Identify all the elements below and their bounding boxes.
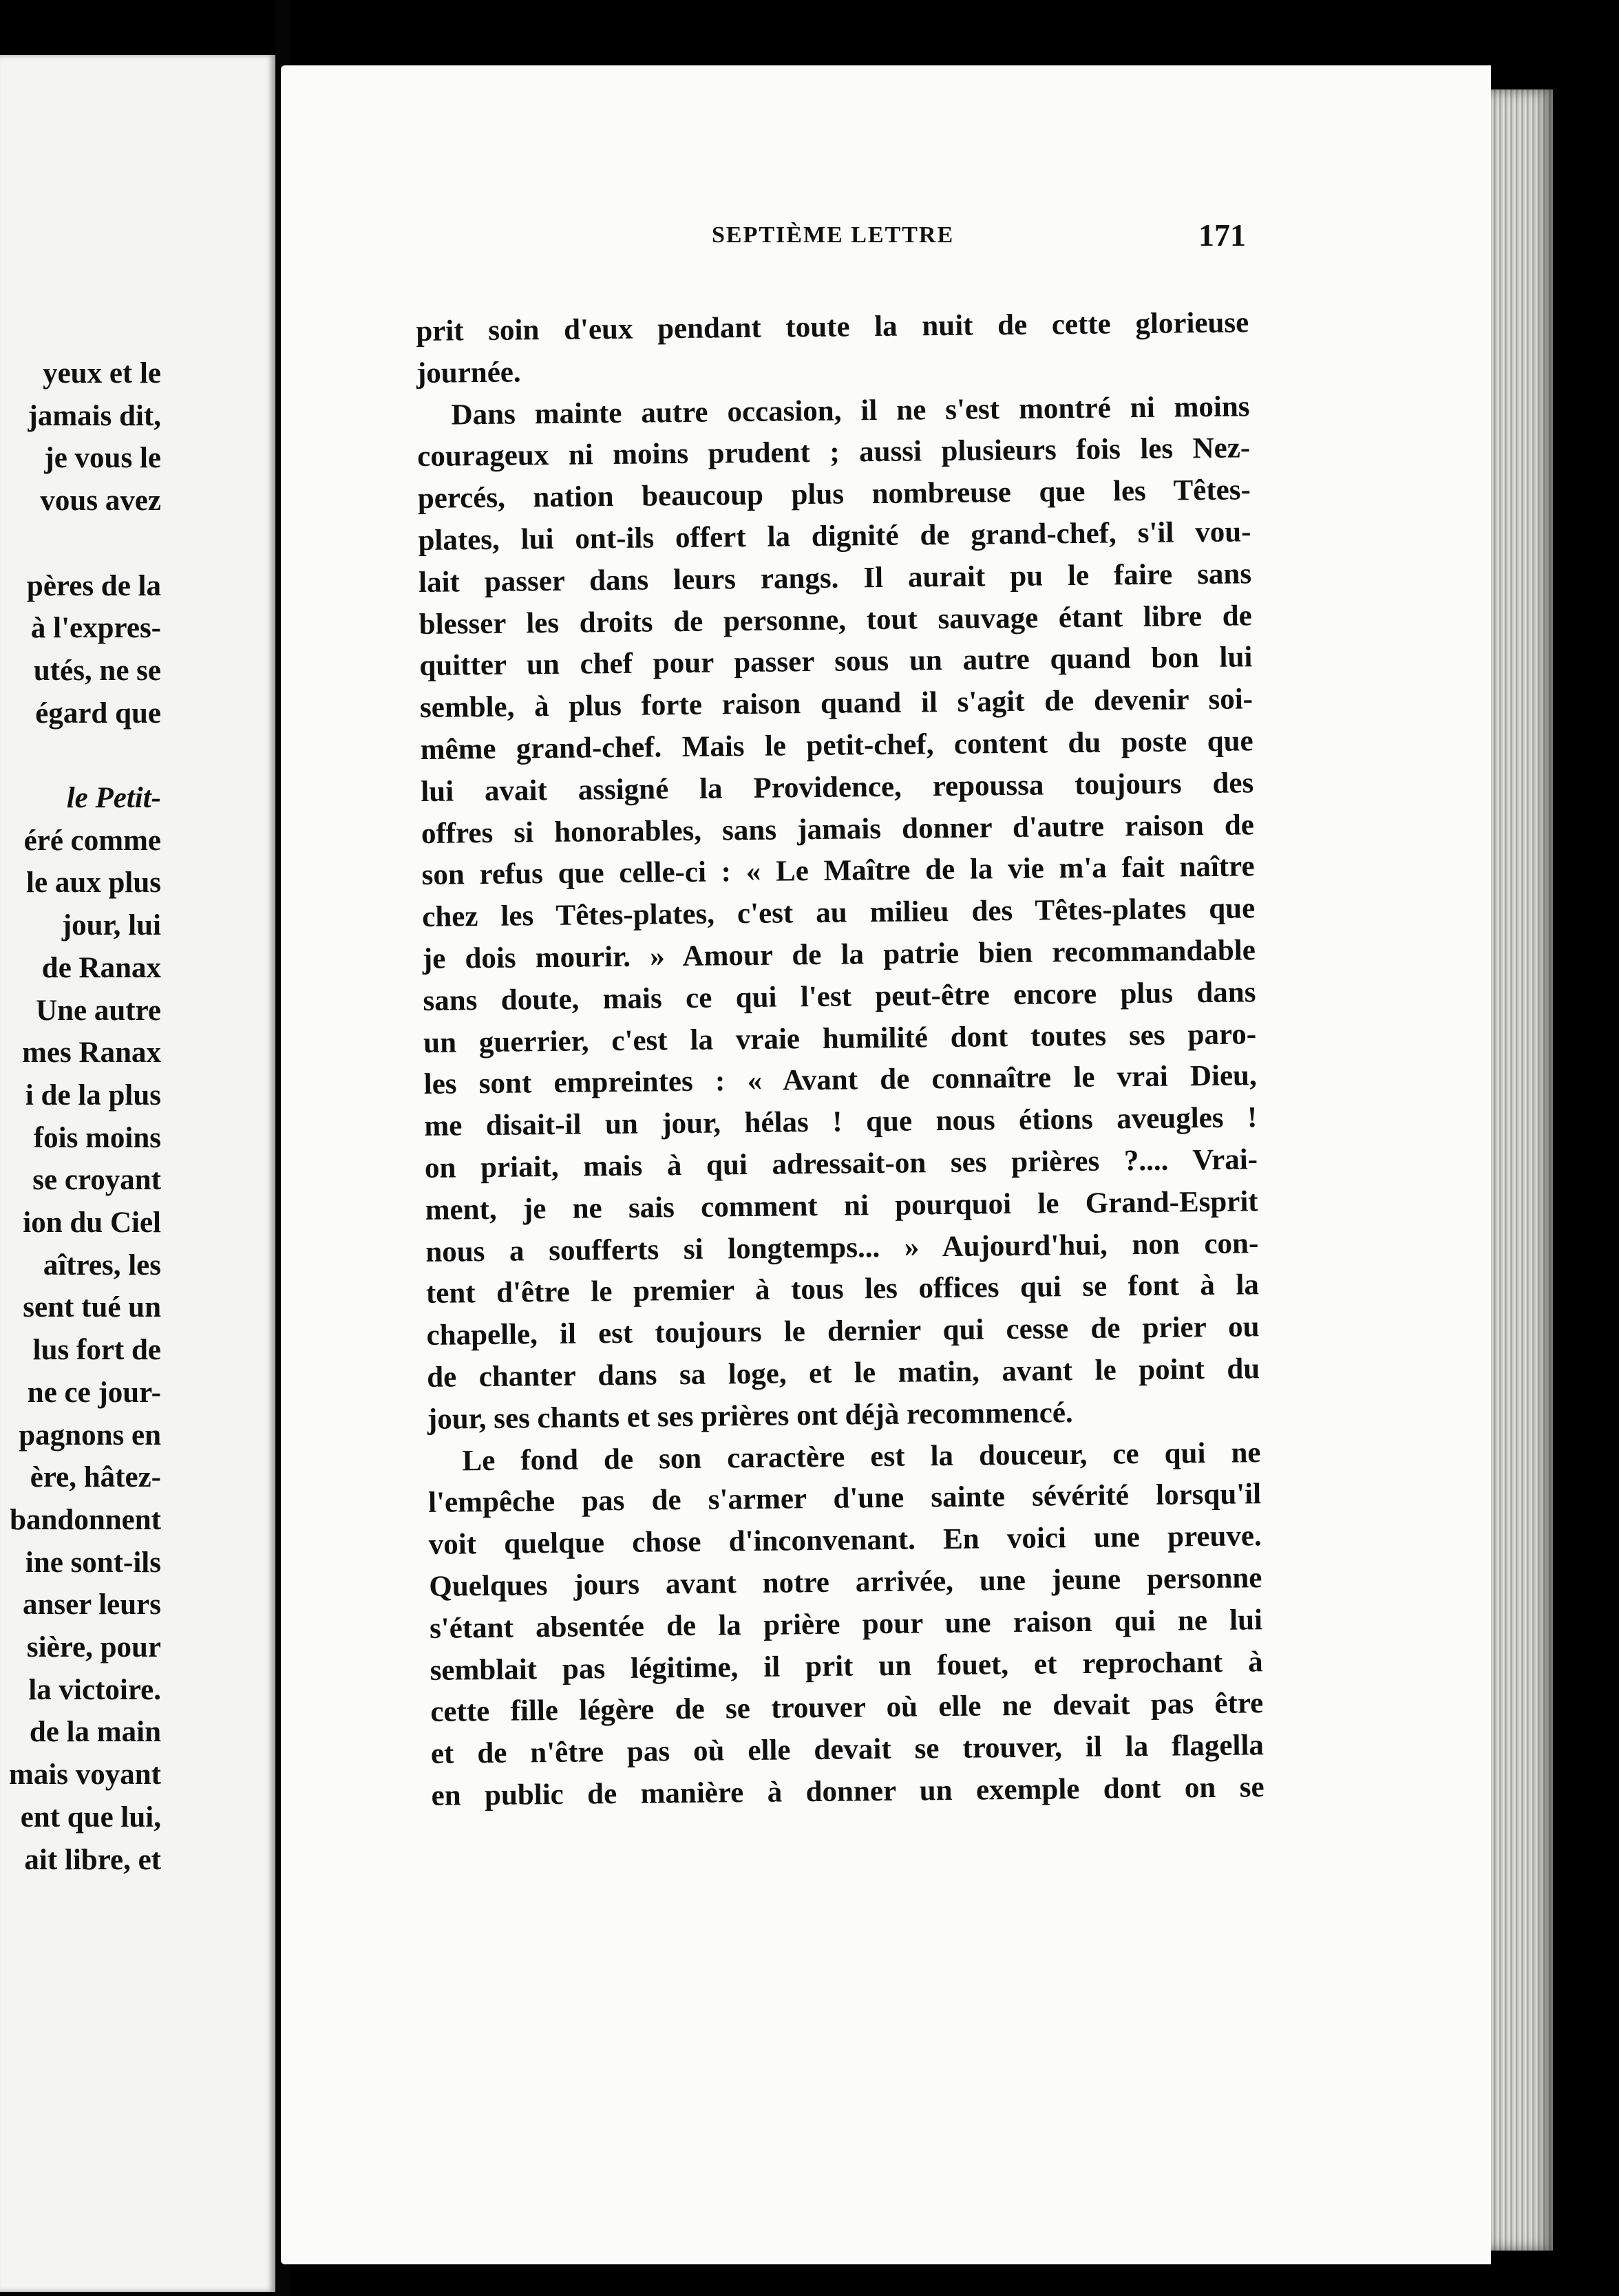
- left-line: jamais dit,: [28, 399, 161, 432]
- left-line: le aux plus: [26, 867, 161, 900]
- text-line: prit soin d'eux pendant toute la nuit de cette glorieuse: [416, 306, 1249, 348]
- left-line: jour, lui: [61, 909, 161, 942]
- left-line: ère, hâtez-: [30, 1461, 161, 1494]
- text-line: percés, nation beaucoup plus nombreuse que les Têtes-: [417, 474, 1251, 515]
- text-line: nous a soufferts si longtemps... » Aujourd'hui, non con-: [425, 1226, 1259, 1268]
- running-title: SEPTIÈME LETTRE: [712, 222, 955, 248]
- left-line: de la main: [29, 1716, 161, 1749]
- text-line: Quelques jours avant notre arrivée, une jeune personne: [429, 1562, 1262, 1603]
- page-edges: [1491, 89, 1553, 2251]
- text-line: s'étant absentée de la prière pour une raison qui ne lui: [429, 1603, 1263, 1645]
- left-line: je vous le: [44, 442, 161, 475]
- left-line: ion du Ciel: [23, 1207, 161, 1240]
- text-line: voit quelque chose d'inconvenant. En voici une preuve.: [428, 1520, 1262, 1562]
- text-line: on priait, mais à qui adressait-on ses prières ?.... Vrai-: [424, 1143, 1258, 1184]
- left-line: utés, ne se: [33, 654, 161, 687]
- text-line: les sont empreintes : « Avant de connaître le vrai Dieu,: [423, 1059, 1257, 1101]
- left-line: ne ce jour-: [27, 1376, 161, 1409]
- left-line: yeux et le: [43, 357, 161, 390]
- text-line: je dois mourir. » Amour de la patrie bien recommandable: [422, 934, 1256, 975]
- left-line: sent tué un: [23, 1291, 161, 1324]
- left-line: lus fort de: [32, 1334, 161, 1367]
- text-line: me disait-il un jour, hélas ! que nous étions aveugles !: [424, 1101, 1258, 1143]
- text-line: un guerrier, c'est la vraie humilité dont toutes ses paro-: [423, 1017, 1257, 1059]
- left-line: la victoire.: [28, 1673, 161, 1706]
- text-line: journée.: [416, 356, 521, 390]
- left-line: ait libre, et: [24, 1843, 161, 1876]
- text-line: chez les Têtes-plates, c'est au milieu des Têtes-plates que: [421, 892, 1256, 934]
- text-line: courageux ni moins prudent ; aussi plusieurs fois les Nez-: [416, 432, 1251, 474]
- text-line: ment, je ne sais comment ni pourquoi le Grand-Esprit: [425, 1184, 1258, 1226]
- text-line: même grand-chef. Mais le petit-chef, content du poste que: [420, 725, 1253, 766]
- text-line: en public de manière à donner un exemple dont on se: [431, 1771, 1264, 1812]
- text-line: tent d'être le premier à tous les offices qui se font à la: [425, 1268, 1260, 1310]
- left-line: pagnons en: [19, 1418, 161, 1452]
- left-line: éré comme: [23, 824, 161, 857]
- body-text: [416, 302, 1264, 1817]
- left-line: bandonnent: [10, 1503, 161, 1536]
- left-line: pères de la: [26, 569, 161, 602]
- left-line: mais voyant: [9, 1758, 161, 1792]
- page-number: 171: [1198, 217, 1246, 253]
- left-page-text: [0, 352, 161, 1881]
- text-line: offres si honorables, sans jamais donner d'autre raison de: [421, 808, 1255, 850]
- left-line: ent que lui,: [20, 1800, 161, 1833]
- left-page: [0, 55, 275, 2292]
- left-line: fois moins: [33, 1121, 161, 1154]
- text-line: Le fond de son caractère est la douceur, ce qui ne: [462, 1436, 1261, 1477]
- left-line: égard que: [35, 697, 161, 730]
- text-line: plates, lui ont-ils offert la dignité de grand-chef, s'il vou-: [418, 515, 1251, 557]
- text-line: semblait pas légitime, il prit un fouet, et reprochant à: [430, 1645, 1263, 1687]
- text-line: son refus que celle-ci : « Le Maître de la vie m'a fait naître: [421, 850, 1255, 892]
- text-line: cette fille légère de se trouver où elle ne devait pas être: [430, 1687, 1264, 1729]
- text-line: et de n'être pas où elle devait se trouver, il la flagella: [430, 1729, 1264, 1770]
- left-line: ine sont-ils: [25, 1546, 161, 1579]
- left-line: anser leurs: [22, 1588, 161, 1622]
- text-line: lui avait assigné la Providence, repoussa toujours des: [421, 767, 1254, 808]
- text-line: chapelle, il est toujours le dernier qui cesse de prier ou: [426, 1310, 1260, 1352]
- left-line: se croyant: [32, 1164, 161, 1197]
- left-line: à l'expres-: [30, 612, 161, 645]
- left-line: sière, pour: [26, 1631, 161, 1664]
- left-line: aîtres, les: [43, 1248, 161, 1282]
- left-line: le Petit-: [66, 782, 161, 814]
- running-head: [420, 217, 1260, 257]
- text-line: l'empêche pas de s'armer d'une sainte sévérité lorsqu'il: [427, 1478, 1262, 1520]
- text-line: semble, à plus forte raison quand il s'agit de devenir soi-: [419, 683, 1253, 725]
- text-line: de chanter dans sa loge, et le matin, avant le point du: [426, 1352, 1260, 1394]
- left-line: mes Ranax: [22, 1037, 161, 1070]
- left-line-gap: [0, 522, 161, 565]
- text-line: blesser les droits de personne, tout sauvage étant libre de: [419, 599, 1252, 641]
- text-line: Dans mainte autre occasion, il ne s'est montré ni moins: [451, 390, 1250, 432]
- left-line: vous avez: [40, 485, 161, 518]
- text-line: lait passer dans leurs rangs. Il aurait pu le faire sans: [418, 557, 1252, 599]
- left-line: de Ranax: [41, 951, 161, 984]
- left-line: i de la plus: [25, 1078, 161, 1112]
- text-line: sans doute, mais ce qui l'est peut-être encore plus dans: [423, 976, 1256, 1017]
- left-line-gap: [0, 734, 161, 777]
- left-line: Une autre: [36, 994, 161, 1027]
- text-line: quitter un chef pour passer sous un autre quand bon lui: [419, 641, 1253, 683]
- text-line: jour, ses chants et ses prières ont déjà recommencé.: [427, 1396, 1073, 1436]
